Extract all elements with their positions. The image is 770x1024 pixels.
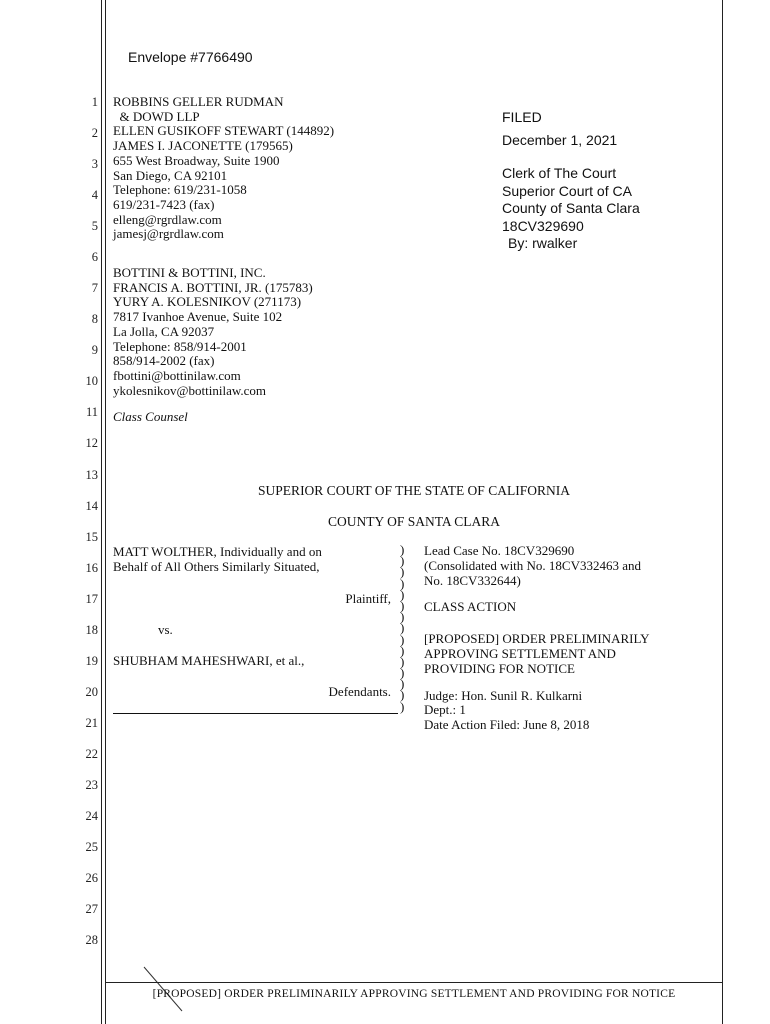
- firm-name: ROBBINS GELLER RUDMAN: [113, 94, 284, 109]
- email: jamesj@rgrdlaw.com: [113, 226, 224, 242]
- plaintiff-name: MATT WOLTHER, Individually and on: [113, 544, 322, 559]
- caption-paren: ): [400, 676, 405, 692]
- attorney-name: ELLEN GUSIKOFF STEWART (144892): [113, 123, 335, 139]
- department: Dept.: 1: [424, 702, 466, 718]
- line-number: 23: [85, 778, 98, 792]
- caption-paren: ): [400, 564, 405, 580]
- plaintiff-name-continued: Behalf of All Others Similarly Situated,: [113, 559, 320, 574]
- caption-paren: ): [400, 553, 405, 569]
- filed-date: December 1, 2021: [502, 131, 618, 148]
- line-number: 3: [91, 157, 98, 171]
- caption-paren: ): [400, 698, 405, 714]
- line-number: 12: [85, 436, 98, 450]
- court-title: SUPERIOR COURT OF THE STATE OF CALIFORNIA: [258, 483, 570, 498]
- line-number: 26: [85, 871, 98, 885]
- counsel-block-robbins-geller: [113, 95, 334, 242]
- class-action-label: CLASS ACTION: [424, 599, 517, 615]
- fax: 619/231-7423 (fax): [113, 196, 215, 212]
- line-number: 10: [85, 374, 98, 388]
- line-number: 27: [85, 902, 98, 916]
- document-title: [PROPOSED] ORDER PRELIMINARILY: [424, 631, 650, 647]
- address-line: La Jolla, CA 92037: [113, 323, 215, 339]
- email: ykolesnikov@bottinilaw.com: [113, 382, 267, 398]
- filed-stamp: [502, 109, 640, 253]
- consolidated-cases-continued: No. 18CV332644): [424, 572, 521, 588]
- left-margin-rule-inner: [105, 0, 106, 1024]
- footer-document-title: [PROPOSED] ORDER PRELIMINARILY APPROVING SETTLEMENT AND PROVIDING FOR NOTICE: [152, 988, 676, 1000]
- firm-name: BOTTINI & BOTTINI, INC.: [113, 265, 266, 280]
- lead-case-number: Lead Case No. 18CV329690: [424, 543, 575, 558]
- envelope-number: Envelope #7766490: [128, 49, 253, 65]
- document-title-continued: PROVIDING FOR NOTICE: [424, 660, 575, 676]
- filed-label: FILED: [502, 109, 542, 125]
- document-title-continued: APPROVING SETTLEMENT AND: [424, 645, 616, 661]
- line-number: 25: [85, 840, 98, 854]
- caption-paren: ): [400, 597, 405, 613]
- line-number: 11: [85, 405, 98, 419]
- firm-name-continued: & DOWD LLP: [113, 108, 200, 124]
- line-number: 2: [91, 126, 98, 140]
- line-number: 24: [85, 809, 98, 823]
- county-label: County of Santa Clara: [502, 200, 640, 216]
- footer-rule: [106, 982, 722, 983]
- line-number: 20: [85, 685, 98, 699]
- class-counsel-label: Class Counsel: [113, 409, 188, 425]
- line-number: 4: [91, 188, 98, 202]
- attorney-name: JAMES I. JACONETTE (179565): [113, 138, 293, 154]
- email: elleng@rgrdlaw.com: [113, 211, 222, 227]
- caption-paren: ): [400, 631, 405, 647]
- caption-parties: [113, 544, 395, 699]
- email: fbottini@bottinilaw.com: [113, 367, 241, 383]
- date-action-filed: Date Action Filed: June 8, 2018: [424, 717, 590, 733]
- fax: 858/914-2002 (fax): [113, 353, 215, 369]
- filed-by: By: rwalker: [508, 235, 578, 251]
- caption-paren: ): [400, 642, 405, 658]
- line-number: 17: [85, 592, 98, 606]
- defendant-name: SHUBHAM MAHESHWARI, et al.,: [113, 653, 305, 668]
- left-margin-rule: [101, 0, 102, 1024]
- telephone: Telephone: 619/231-1058: [113, 182, 247, 198]
- stamp-case-number: 18CV329690: [502, 217, 584, 234]
- counsel-block-bottini: [113, 266, 313, 425]
- caption-paren: ): [400, 665, 405, 681]
- line-number: 19: [85, 654, 98, 668]
- line-number: 9: [91, 343, 98, 357]
- line-number: 16: [85, 561, 98, 575]
- address-line: 655 West Broadway, Suite 1900: [113, 152, 280, 168]
- consolidated-cases: (Consolidated with No. 18CV332463 and: [424, 557, 642, 573]
- line-number: 7: [91, 281, 98, 295]
- caption-paren: ): [400, 542, 405, 557]
- caption-paren: ): [400, 609, 405, 625]
- line-number: 8: [91, 312, 98, 326]
- caption-paren: ): [400, 620, 405, 636]
- caption-parentheses: [400, 544, 410, 712]
- caption-paren: ): [400, 653, 405, 669]
- attorney-name: YURY A. KOLESNIKOV (271173): [113, 294, 302, 310]
- telephone: Telephone: 858/914-2001: [113, 338, 247, 354]
- caption-paren: ): [400, 575, 405, 591]
- plaintiff-role: Plaintiff,: [345, 591, 391, 606]
- caption-underline: [113, 713, 398, 714]
- line-number: 28: [85, 933, 98, 947]
- court-label: Superior Court of CA: [502, 182, 632, 199]
- right-margin-rule: [722, 0, 723, 1024]
- caption-case-info: [424, 544, 714, 733]
- line-number: 1: [91, 95, 98, 109]
- line-number: 6: [91, 250, 98, 264]
- judge: Judge: Hon. Sunil R. Kulkarni: [424, 687, 583, 703]
- caption-paren: ): [400, 586, 405, 602]
- line-number: 14: [85, 499, 98, 513]
- court-county: COUNTY OF SANTA CLARA: [327, 514, 501, 529]
- line-number: 21: [85, 716, 98, 730]
- line-number: 13: [85, 468, 98, 482]
- address-line: San Diego, CA 92101: [113, 167, 228, 183]
- line-number: 5: [91, 219, 98, 233]
- clerk-label: Clerk of The Court: [502, 165, 617, 181]
- line-number: 15: [85, 530, 98, 544]
- line-number: 22: [85, 747, 98, 761]
- address-line: 7817 Ivanhoe Avenue, Suite 102: [113, 309, 283, 325]
- line-number: 18: [85, 623, 98, 637]
- defendant-role: Defendants.: [328, 684, 391, 699]
- attorney-name: FRANCIS A. BOTTINI, JR. (175783): [113, 279, 313, 295]
- versus: vs.: [158, 622, 173, 637]
- caption-paren: ): [400, 687, 405, 703]
